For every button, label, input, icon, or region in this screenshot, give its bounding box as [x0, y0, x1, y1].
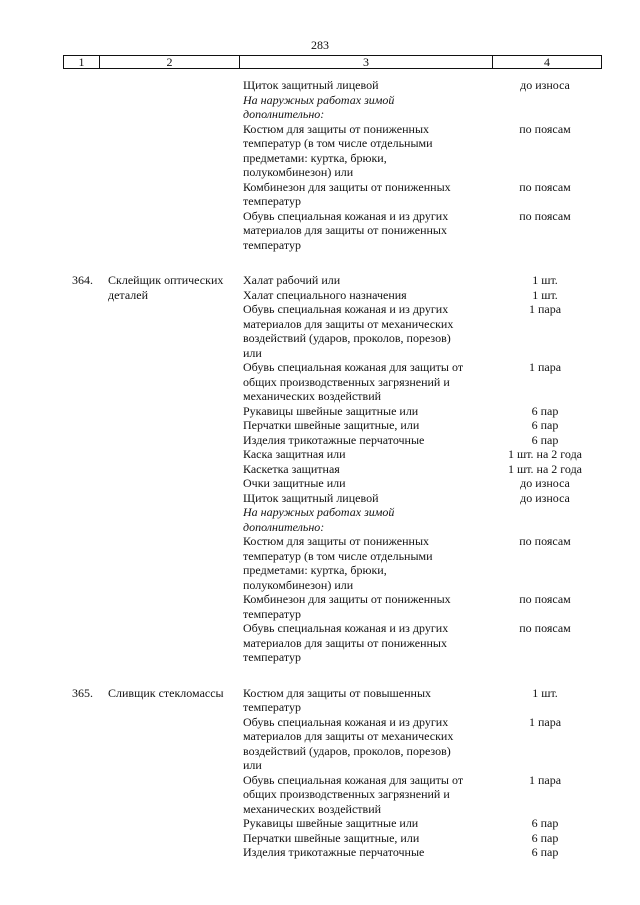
row-line — [0, 194, 640, 209]
row-line — [0, 505, 640, 520]
item-quantity: до износа — [520, 476, 570, 490]
item-quantity: 6 пар — [531, 418, 559, 432]
protective-item: Обувь специальная кожаная и из других — [243, 302, 449, 316]
protective-item: Халат специального назначения — [243, 287, 407, 302]
item-quantity: по поясам — [519, 534, 571, 548]
item-quantity: 1 шт. — [532, 273, 558, 287]
protective-item: предметами: куртка, брюки, — [243, 563, 387, 577]
section-note: дополнительно: — [243, 107, 325, 121]
row-line — [0, 107, 640, 122]
item-quantity: 1 пара — [528, 360, 562, 374]
protective-item: или — [243, 345, 262, 360]
row-line — [0, 122, 640, 137]
item-quantity: 1 шт. — [532, 287, 558, 302]
row-line — [0, 288, 640, 303]
row-line — [0, 621, 640, 636]
protective-item: Костюм для защиты от пониженных — [243, 534, 430, 548]
protective-item: Рукавицы швейные защитные или — [243, 403, 419, 418]
protective-item: механических воздействий — [243, 389, 382, 403]
header-col-3: 3 — [240, 56, 493, 68]
protective-item: Обувь специальная кожаная и из других — [243, 714, 449, 729]
protective-item: воздействий (ударов, проколов, порезов) — [243, 743, 451, 758]
item-quantity: 6 пар — [531, 403, 559, 418]
row-line — [0, 773, 640, 788]
row-line — [0, 802, 640, 817]
row-line — [0, 447, 640, 462]
row-line — [0, 238, 640, 253]
row-line — [0, 389, 640, 404]
protective-item: материалов для защиты от пониженных — [243, 635, 447, 650]
row-line — [0, 404, 640, 419]
row-line — [0, 787, 640, 802]
protective-item: Очки защитные или — [243, 476, 346, 490]
protective-item: температур — [243, 700, 302, 714]
row-line — [0, 578, 640, 593]
protective-item: общих производственных загрязнений и — [243, 787, 450, 801]
row-line — [0, 418, 640, 433]
table-row — [0, 78, 640, 252]
row-line — [0, 317, 640, 332]
protective-item: Рукавицы швейные защитные или — [243, 816, 419, 830]
protective-item: температур — [243, 237, 302, 252]
table-header — [63, 55, 602, 69]
row-line — [0, 563, 640, 578]
item-quantity: 6 пар — [531, 845, 559, 859]
row-line — [0, 845, 640, 860]
row-line — [0, 744, 640, 759]
table-row — [0, 273, 640, 665]
table-row — [0, 686, 640, 860]
item-quantity: 6 пар — [531, 432, 559, 447]
protective-item: Перчатки швейные защитные, или — [243, 418, 420, 432]
row-line — [0, 223, 640, 238]
protective-item: или — [243, 758, 262, 772]
item-quantity: 6 пар — [531, 816, 559, 830]
protective-item: материалов для защиты от механических — [243, 729, 454, 743]
row-line — [0, 686, 640, 701]
item-quantity: до износа — [520, 78, 570, 92]
table-body — [0, 78, 640, 860]
section-note: На наружных работах зимой — [243, 505, 395, 519]
protective-item: Обувь специальная кожаная для защиты от — [243, 772, 464, 787]
protective-item: температур (в том числе отдельными — [243, 136, 433, 150]
row-line — [0, 650, 640, 665]
protective-item: Щиток защитный лицевой — [243, 78, 379, 92]
item-number: 365. — [72, 685, 93, 700]
row-line — [0, 180, 640, 195]
profession-name: Склейщик оптических — [108, 273, 224, 287]
item-number: 364. — [72, 273, 93, 287]
page-number: 283 — [311, 38, 329, 52]
section-spacer — [0, 665, 640, 686]
protective-item: Обувь специальная кожаная и из других — [243, 621, 449, 635]
protective-item: температур — [243, 606, 302, 621]
protective-item: материалов для защиты от механических — [243, 316, 454, 331]
protective-item: Изделия трикотажные перчаточные — [243, 432, 425, 447]
row-line — [0, 462, 640, 477]
protective-item: температур — [243, 650, 302, 664]
protective-item: Изделия трикотажные перчаточные — [243, 845, 425, 859]
protective-item: Каска защитная или — [243, 447, 346, 461]
row-line — [0, 715, 640, 730]
row-line — [0, 520, 640, 535]
row-line — [0, 151, 640, 166]
row-line — [0, 165, 640, 180]
section-spacer — [0, 252, 640, 273]
section-note: дополнительно: — [243, 519, 325, 534]
protective-item: Обувь специальная кожаная для защиты от — [243, 360, 464, 374]
protective-item: температур — [243, 194, 302, 208]
header-col-2: 2 — [100, 56, 240, 68]
protective-item: полукомбинезон) или — [243, 577, 354, 592]
row-line — [0, 831, 640, 846]
row-line — [0, 78, 640, 93]
item-quantity: 1 шт. на 2 года — [507, 447, 583, 461]
item-quantity: 1 шт. — [532, 685, 558, 700]
row-line — [0, 302, 640, 317]
protective-item: воздействий (ударов, проколов, порезов) — [243, 331, 451, 345]
protective-item: полукомбинезон) или — [243, 165, 354, 179]
row-line — [0, 534, 640, 549]
protective-item: Костюм для защиты от повышенных — [243, 685, 432, 700]
profession-name: деталей — [108, 287, 148, 302]
header-col-1: 1 — [64, 56, 100, 68]
protective-item: материалов для защиты от пониженных — [243, 223, 447, 237]
item-quantity: по поясам — [519, 208, 571, 223]
row-line — [0, 700, 640, 715]
protective-item: Щиток защитный лицевой — [243, 490, 379, 505]
row-line — [0, 549, 640, 564]
row-line — [0, 816, 640, 831]
protective-item: Костюм для защиты от пониженных — [243, 121, 430, 136]
protective-item: Комбинезон для защиты от пониженных — [243, 179, 451, 194]
item-quantity: 1 шт. на 2 года — [507, 461, 583, 476]
item-quantity: по поясам — [519, 592, 571, 606]
protective-item: предметами: куртка, брюки, — [243, 150, 387, 165]
protective-item: Каскетка защитная — [243, 461, 340, 476]
profession-name: Сливщик стекломассы — [108, 685, 224, 700]
row-line — [0, 607, 640, 622]
protective-item: общих производственных загрязнений и — [243, 374, 450, 389]
header-col-4: 4 — [544, 55, 550, 69]
row-line — [0, 273, 640, 288]
row-line — [0, 433, 640, 448]
protective-item: Перчатки швейные защитные, или — [243, 830, 420, 845]
protective-item: температур (в том числе отдельными — [243, 548, 433, 563]
row-line — [0, 360, 640, 375]
item-quantity: 1 пара — [528, 302, 562, 316]
row-line — [0, 346, 640, 361]
row-line — [0, 93, 640, 108]
row-line — [0, 209, 640, 224]
item-quantity: 1 пара — [528, 772, 562, 787]
row-line — [0, 476, 640, 491]
protective-item: Комбинезон для защиты от пониженных — [243, 592, 451, 606]
row-line — [0, 375, 640, 390]
item-quantity: по поясам — [519, 121, 571, 136]
item-quantity: 1 пара — [528, 714, 562, 729]
protective-item: Обувь специальная кожаная и из других — [243, 208, 449, 223]
row-line — [0, 636, 640, 651]
section-note: На наружных работах зимой — [243, 92, 395, 107]
row-line — [0, 758, 640, 773]
row-line — [0, 592, 640, 607]
protective-item: Халат рабочий или — [243, 273, 341, 287]
protective-item: механических воздействий — [243, 801, 382, 816]
item-quantity: по поясам — [519, 179, 571, 194]
item-quantity: до износа — [520, 490, 570, 505]
item-quantity: 6 пар — [531, 830, 559, 845]
row-line — [0, 331, 640, 346]
row-line — [0, 729, 640, 744]
row-line — [0, 136, 640, 151]
row-line — [0, 491, 640, 506]
item-quantity: по поясам — [519, 621, 571, 635]
